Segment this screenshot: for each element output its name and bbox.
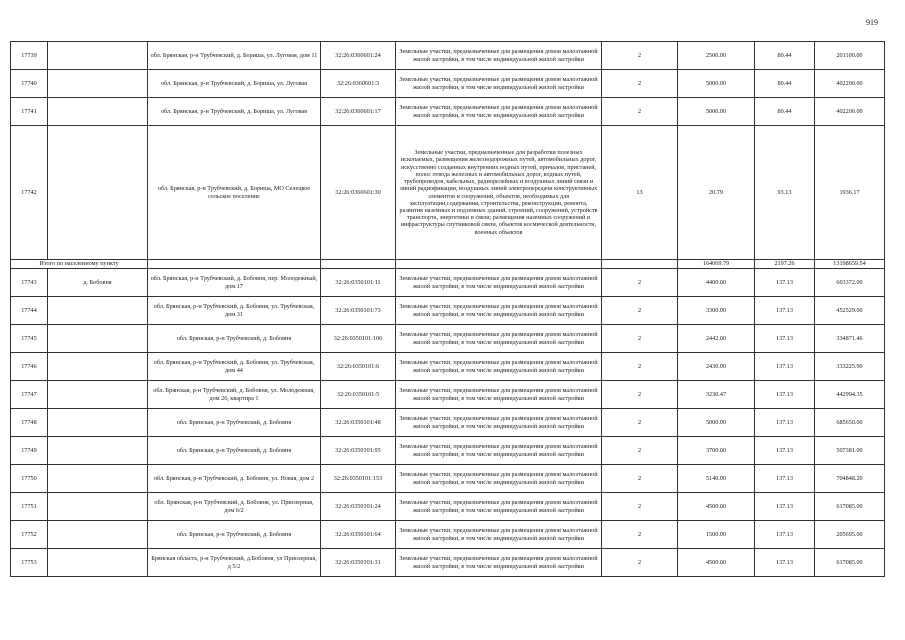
land-purpose-cell: Земельные участки, предназначенные для размещения домов малоэтажной жилой застройки, в том числе индивидуальной жилой застройки [396, 549, 602, 577]
specific-value-cell: 93.13 [755, 126, 815, 260]
group-number-cell: 2 [602, 437, 678, 465]
cadastral-number-cell: 32:26:0350101:95 [321, 437, 396, 465]
table-row [11, 381, 885, 409]
total-area: 164069.79 [678, 260, 755, 269]
settlement-cell [48, 297, 148, 325]
cadastral-number-cell: 32:26:0360601:3 [321, 70, 396, 98]
cadastral-number-cell: 32:26:0350101:31 [321, 549, 396, 577]
area-cell: 2430.00 [678, 353, 755, 381]
table-row [11, 325, 885, 353]
cadastral-value-cell: 442994.35 [815, 381, 885, 409]
address-cell: обл. Брянская, р-н Трубчевский, д. Бобовня, ул. Приозерная, дом 6/2 [148, 493, 321, 521]
specific-value-cell: 137.13 [755, 437, 815, 465]
specific-value-cell: 80.44 [755, 70, 815, 98]
area-cell: 3300.00 [678, 297, 755, 325]
land-purpose-cell: Земельные участки, предназначенные для размещения домов малоэтажной жилой застройки, в том числе индивидуальной жилой застройки [396, 381, 602, 409]
specific-value-cell: 137.13 [755, 269, 815, 297]
address-cell: обл. Брянская, р-н Трубчевский, д. Бобовня [148, 409, 321, 437]
area-cell: 5000.00 [678, 409, 755, 437]
land-purpose-cell: Земельные участки, предназначенные для размещения домов малоэтажной жилой застройки, в том числе индивидуальной жилой застройки [396, 269, 602, 297]
land-purpose-cell: Земельные участки, предназначенные для размещения домов малоэтажной жилой застройки, в том числе индивидуальной жилой застройки [396, 42, 602, 70]
row-id-cell: 17749 [11, 437, 48, 465]
cadastral-value-cell: 617085.00 [815, 549, 885, 577]
table-row [11, 437, 885, 465]
group-number-cell: 2 [602, 549, 678, 577]
settlement-cell [48, 549, 148, 577]
cadastral-number-cell: 32:26:0350101:11 [321, 269, 396, 297]
specific-value-cell: 137.13 [755, 409, 815, 437]
specific-value-cell: 137.13 [755, 549, 815, 577]
settlement-cell [48, 70, 148, 98]
specific-value-cell: 80.44 [755, 98, 815, 126]
table-row [11, 70, 885, 98]
specific-value-cell: 137.13 [755, 325, 815, 353]
area-cell: 1500.00 [678, 521, 755, 549]
cadastral-number-cell: 32:26:0350101:48 [321, 409, 396, 437]
cadastral-number-cell: 32:26:0350101:73 [321, 297, 396, 325]
address-cell: обл. Брянская, р-н Трубчевский, д. Бобовня, ул. Трубчевская, дом 44 [148, 353, 321, 381]
address-cell: обл. Брянская, р-н Трубчевский, д. Бориша, ул. Луговая [148, 70, 321, 98]
page-number: 919 [866, 18, 878, 27]
address-cell: обл. Брянская, р-н Трубчевский, д. Бориша, ул. Луговая, дом 11 [148, 42, 321, 70]
settlement-cell [48, 42, 148, 70]
land-purpose-cell: Земельные участки, предназначенные для размещения домов малоэтажной жилой застройки, в том числе индивидуальной жилой застройки [396, 409, 602, 437]
cadastral-value-cell: 205695.00 [815, 521, 885, 549]
settlement-name: д. Бобовня [48, 269, 148, 297]
address-cell: обл. Брянская, р-н Трубчевский, д. Бобовня, пер. Молодежный, дом 17 [148, 269, 321, 297]
address-cell: обл. Брянская, р-н Трубчевский, д. Бобовня, ул. Новая, дом 2 [148, 465, 321, 493]
row-id-cell: 17739 [11, 42, 48, 70]
specific-value-cell: 137.13 [755, 493, 815, 521]
table-row [11, 42, 885, 70]
cadastral-value-cell: 507381.00 [815, 437, 885, 465]
row-id-cell: 17744 [11, 297, 48, 325]
specific-value-cell: 137.13 [755, 465, 815, 493]
settlement-cell [48, 126, 148, 260]
table-row [11, 549, 885, 577]
row-id-cell: 17753 [11, 549, 48, 577]
group-number-cell: 13 [602, 126, 678, 260]
row-id-cell: 17752 [11, 521, 48, 549]
settlement-cell [48, 437, 148, 465]
row-id-cell: 17746 [11, 353, 48, 381]
cadastral-number-cell: 32:26:0350101:5 [321, 381, 396, 409]
area-cell: 3230.47 [678, 381, 755, 409]
land-purpose-cell: Земельные участки, предназначенные для размещения домов малоэтажной жилой застройки, в том числе индивидуальной жилой застройки [396, 325, 602, 353]
settlement-cell [48, 409, 148, 437]
area-cell: 5000.00 [678, 70, 755, 98]
settlement-cell [48, 325, 148, 353]
total-rate: 2197.26 [755, 260, 815, 269]
area-cell: 4500.00 [678, 493, 755, 521]
row-id-cell: 17751 [11, 493, 48, 521]
total-value: 13198659.54 [815, 260, 885, 269]
area-cell: 20.79 [678, 126, 755, 260]
cadastral-value-cell: 603372.00 [815, 269, 885, 297]
land-purpose-cell: Земельные участки, предназначенные для размещения домов малоэтажной жилой застройки, в том числе индивидуальной жилой застройки [396, 297, 602, 325]
settlement-total-row [11, 260, 885, 269]
row-id-cell: 17750 [11, 465, 48, 493]
land-purpose-cell: Земельные участки, предназначенные для размещения домов малоэтажной жилой застройки, в том числе индивидуальной жилой застройки [396, 493, 602, 521]
group-number-cell: 2 [602, 493, 678, 521]
land-purpose-cell: Земельные участки, предназначенные для размещения домов малоэтажной жилой застройки, в том числе индивидуальной жилой застройки [396, 465, 602, 493]
group-number-cell: 2 [602, 70, 678, 98]
area-cell: 4400.00 [678, 269, 755, 297]
cadastral-value-cell: 334871.46 [815, 325, 885, 353]
table-row [11, 98, 885, 126]
settlement-cell [48, 465, 148, 493]
cadastral-value-cell: 1936.17 [815, 126, 885, 260]
land-purpose-cell: Земельные участки, предназначенные для размещения домов малоэтажной жилой застройки, в том числе индивидуальной жилой застройки [396, 70, 602, 98]
area-cell: 5140.00 [678, 465, 755, 493]
table-row [11, 297, 885, 325]
total-label: Итого по населенному пункту [11, 260, 148, 269]
cadastral-number-cell: 32:26:0350101:106 [321, 325, 396, 353]
group-number-cell: 2 [602, 98, 678, 126]
address-cell: обл. Брянская, р-н Трубчевский, д. Бобовня [148, 521, 321, 549]
specific-value-cell: 137.13 [755, 353, 815, 381]
land-purpose-cell: Земельные участки, предназначенные для размещения домов малоэтажной жилой застройки, в том числе индивидуальной жилой застройки [396, 353, 602, 381]
group-number-cell: 2 [602, 297, 678, 325]
table-row [11, 269, 885, 297]
settlement-cell [48, 521, 148, 549]
settlement-cell [48, 98, 148, 126]
specific-value-cell: 80.44 [755, 42, 815, 70]
table-row [11, 126, 885, 260]
cadastral-value-cell: 617085.00 [815, 493, 885, 521]
cadastral-number-cell: 32:26:0350101:6 [321, 353, 396, 381]
group-number-cell: 2 [602, 409, 678, 437]
settlement-cell [48, 493, 148, 521]
cadastral-number-cell: 32:26:0360601:17 [321, 98, 396, 126]
table-row [11, 409, 885, 437]
table-row [11, 353, 885, 381]
area-cell: 2500.00 [678, 42, 755, 70]
group-number-cell: 2 [602, 325, 678, 353]
specific-value-cell: 137.13 [755, 381, 815, 409]
land-purpose-cell: Земельные участки, предназначенные для размещения домов малоэтажной жилой застройки, в том числе индивидуальной жилой застройки [396, 437, 602, 465]
cadastral-value-cell: 685650.00 [815, 409, 885, 437]
specific-value-cell: 137.13 [755, 297, 815, 325]
land-purpose-cell: Земельные участки, предназначенные для размещения домов малоэтажной жилой застройки, в том числе индивидуальной жилой застройки [396, 521, 602, 549]
address-cell: обл. Брянская, р-н Трубчевский, д. Бобовня, ул. Молодежная, дом 26, квартира 1 [148, 381, 321, 409]
address-cell: обл. Брянская, р-н Трубчевский, д. Бориша, ул. Луговая [148, 98, 321, 126]
row-id-cell: 17748 [11, 409, 48, 437]
cadastral-value-cell: 452529.00 [815, 297, 885, 325]
settlement-cell [48, 353, 148, 381]
row-id-cell: 17742 [11, 126, 48, 260]
row-id-cell: 17740 [11, 70, 48, 98]
group-number-cell: 2 [602, 465, 678, 493]
group-number-cell: 2 [602, 353, 678, 381]
cadastral-number-cell: 32:26:0350101:64 [321, 521, 396, 549]
row-id-cell: 17745 [11, 325, 48, 353]
cadastral-value-cell: 201100.00 [815, 42, 885, 70]
specific-value-cell: 137.13 [755, 521, 815, 549]
address-cell: обл. Брянская, р-н Трубчевский, д. Бориша, МО Селецкое сельское поселение [148, 126, 321, 260]
group-number-cell: 2 [602, 521, 678, 549]
table-row [11, 521, 885, 549]
area-cell: 5000.00 [678, 98, 755, 126]
row-id-cell: 17741 [11, 98, 48, 126]
table-row [11, 493, 885, 521]
group-number-cell: 2 [602, 381, 678, 409]
cadastral-number-cell: 32:26:0350101:24 [321, 493, 396, 521]
cadastral-number-cell: 32:26:0360601:30 [321, 126, 396, 260]
cadastral-number-cell: 32:26:0360601:24 [321, 42, 396, 70]
settlement-cell [48, 381, 148, 409]
area-cell: 4500.00 [678, 549, 755, 577]
address-cell: Брянская область, р-н Трубчевский, д.Бобовня, ул Приозерная, д 5/2 [148, 549, 321, 577]
cadastral-value-cell: 333225.90 [815, 353, 885, 381]
cadastral-value-cell: 402200.00 [815, 98, 885, 126]
area-cell: 2442.00 [678, 325, 755, 353]
table-row [11, 465, 885, 493]
land-purpose-cell: Земельные участки, предназначенные для разработки полезных ископаемых, размещения железнодорожных путей, автомобильных дорог, искусственно созданных внутренних водных путей, причалов, пристаней, полос отвода железных и автомобильных дорог, водных путей, трубопроводов, кабельных, радиорелейных и воздушных линий связи и линий радиофикации, воздушных линий электропередачи конструктивных элементов и сооружений, объектов, необходимых для эксплуатации,содержания, строительства, реконструкции, ремонта, развития наземных и подземных зданий, строений, сооружений, устройств транспорта, энергетики и связи; размещения наземных сооружений и инфраструктуры спутниковой связи, объектов космической деятельности, военных объектов [396, 126, 602, 260]
cadastral-number-cell: 32:26:0350101:153 [321, 465, 396, 493]
row-id-cell: 17747 [11, 381, 48, 409]
address-cell: обл. Брянская, р-н Трубчевский, д. Бобовня [148, 325, 321, 353]
row-id-cell: 17743 [11, 269, 48, 297]
address-cell: обл. Брянская, р-н Трубчевский, д. Бобовня [148, 437, 321, 465]
cadastral-value-cell: 704848.20 [815, 465, 885, 493]
group-number-cell: 2 [602, 42, 678, 70]
land-registry-table [10, 41, 885, 577]
group-number-cell: 2 [602, 269, 678, 297]
address-cell: обл. Брянская, р-н Трубчевский, д. Бобовня, ул. Трубчевская, дом 31 [148, 297, 321, 325]
land-purpose-cell: Земельные участки, предназначенные для размещения домов малоэтажной жилой застройки, в том числе индивидуальной жилой застройки [396, 98, 602, 126]
cadastral-value-cell: 402200.00 [815, 70, 885, 98]
area-cell: 3700.00 [678, 437, 755, 465]
